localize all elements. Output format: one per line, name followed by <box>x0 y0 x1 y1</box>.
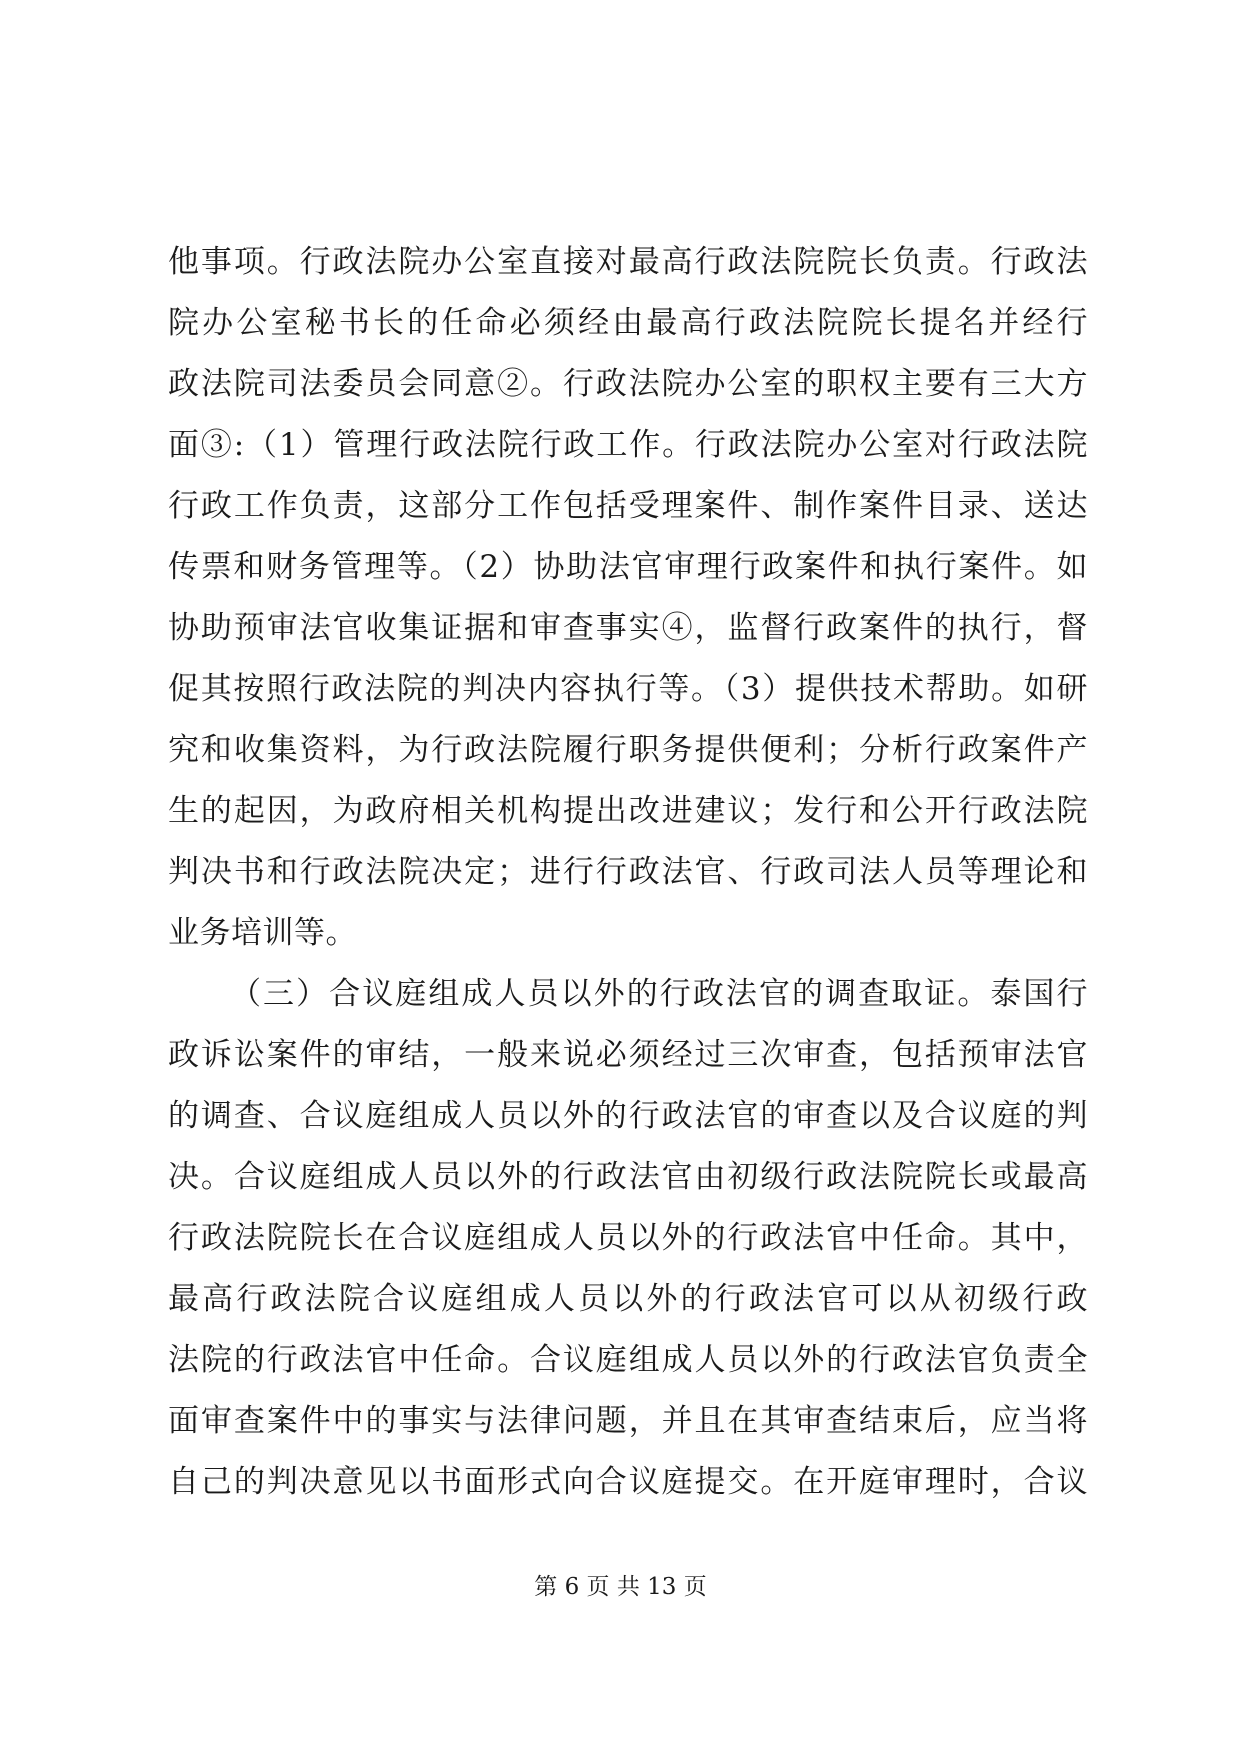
text-line: 促其按照行政法院的判决内容执行等。（3）提供技术帮助。如研 <box>168 671 1088 707</box>
text-line: 面审查案件中的事实与法律问题，并且在其审查结束后，应当将 <box>168 1403 1088 1439</box>
text-line: 的调查、合议庭组成人员以外的行政法官的审查以及合议庭的判 <box>168 1098 1088 1134</box>
page-number-footer: 第 6 页 共 13 页 <box>534 1574 707 1600</box>
text-line: 他事项。行政法院办公室直接对最高行政法院院长负责。行政法 <box>168 244 1088 280</box>
text-line: 生的起因，为政府相关机构提出改进建议；发行和公开行政法院 <box>168 793 1088 829</box>
text-line: 行政法院院长在合议庭组成人员以外的行政法官中任命。其中， <box>168 1220 1088 1256</box>
text-line: 传票和财务管理等。（2）协助法官审理行政案件和执行案件。如 <box>168 549 1088 585</box>
text-line: 业务培训等。 <box>168 915 357 951</box>
text-line: 面③:（1）管理行政法院行政工作。行政法院办公室对行政法院 <box>168 427 1088 463</box>
text-line: 协助预审法官收集证据和审查事实④，监督行政案件的执行，督 <box>168 610 1088 646</box>
text-line: 政诉讼案件的审结，一般来说必须经过三次审查，包括预审法官 <box>168 1037 1088 1073</box>
text-line: 行政工作负责，这部分工作包括受理案件、制作案件目录、送达 <box>168 488 1088 524</box>
text-line: 判决书和行政法院决定；进行行政法官、行政司法人员等理论和 <box>168 854 1088 890</box>
text-line: 究和收集资料，为行政法院履行职务提供便利；分析行政案件产 <box>168 732 1088 768</box>
text-line: 法院的行政法官中任命。合议庭组成人员以外的行政法官负责全 <box>168 1342 1088 1378</box>
document-body <box>168 232 1088 1513</box>
text-line: 决。合议庭组成人员以外的行政法官由初级行政法院院长或最高 <box>168 1159 1088 1195</box>
text-line: 自己的判决意见以书面形式向合议庭提交。在开庭审理时，合议 <box>168 1464 1088 1500</box>
text-line: 最高行政法院合议庭组成人员以外的行政法官可以从初级行政 <box>168 1281 1088 1317</box>
text-line: 政法院司法委员会同意②。行政法院办公室的职权主要有三大方 <box>168 366 1088 402</box>
section-heading-line: （三）合议庭组成人员以外的行政法官的调查取证。泰国行 <box>230 976 1088 1012</box>
text-line: 院办公室秘书长的任命必须经由最高行政法院院长提名并经行 <box>168 305 1088 341</box>
